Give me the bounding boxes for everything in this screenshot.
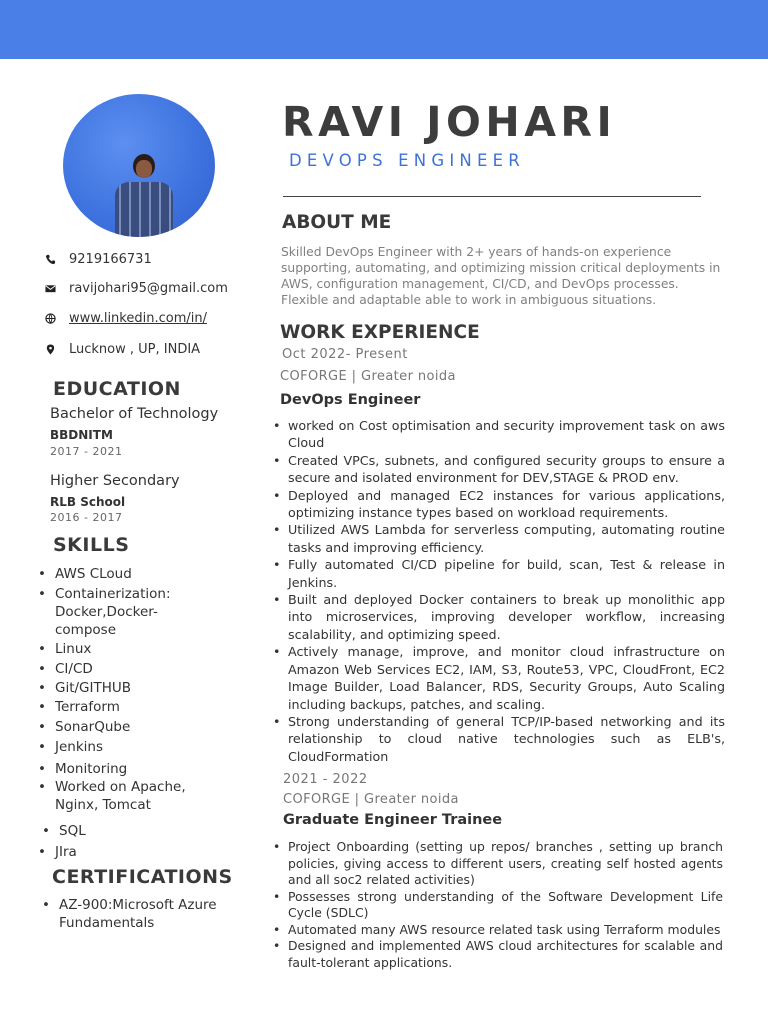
skill-item: • Git/GITHUB xyxy=(38,679,131,697)
job-bullet: • Created VPCs, subnets, and configured security groups to ensure a secure and isolated environment for DEV,STAGE & PROD env. xyxy=(273,452,725,487)
job-bullets xyxy=(273,417,725,765)
skill-item: • CI/CD xyxy=(38,660,93,678)
job-title: DevOps Engineer xyxy=(280,392,421,408)
job-bullet: • Strong understanding of general TCP/IP-based networking and its relationship to cloud native technologies such as ELB's, CloudFormation xyxy=(273,713,725,765)
skill-item: • Linux xyxy=(38,640,91,658)
globe-icon xyxy=(44,313,56,325)
education-years: 2017 - 2021 xyxy=(50,445,123,458)
job-title: Graduate Engineer Trainee xyxy=(283,812,503,828)
contact-phone xyxy=(44,252,152,267)
about-text: Skilled DevOps Engineer with 2+ years of hands-on experience supporting, automating, and optimizing mission critical deployments in AWS, configuration management, CI/CD, and DevOps processes. Flexible and adaptable able to work in ambiguous situations. xyxy=(281,245,721,307)
education-degree: Higher Secondary xyxy=(50,473,180,489)
job-bullet: • Possesses strong understanding of the Software Development Life Cycle (SDLC) xyxy=(273,889,723,922)
skills-heading: SKILLS xyxy=(53,534,130,556)
certification-item: • AZ-900:Microsoft Azure Fundamentals xyxy=(42,896,232,932)
job-bullet: • Automated many AWS resource related task using Terraform modules xyxy=(273,922,723,939)
skill-item: • Worked on Apache, Nginx, Tomcat xyxy=(38,778,208,814)
skill-item: • SonarQube xyxy=(38,718,130,736)
about-heading: ABOUT ME xyxy=(282,212,392,233)
job-bullet: • Designed and implemented AWS cloud architectures for scalable and fault-tolerant applications. xyxy=(273,938,723,971)
education-school: BBDNITM xyxy=(50,428,113,442)
job-bullets xyxy=(273,839,723,971)
job-bullet: • Actively manage, improve, and monitor cloud infrastructure on Amazon Web Services EC2, IAM, S3, Route53, VPC, CloudFront, EC2 Image Builder, Load Balancer, RDS, Security Groups, Auto Scaling including backups, patches, and scaling. xyxy=(273,643,725,713)
skill-item: • Containerization: Docker,Docker-compose xyxy=(38,585,178,639)
skill-item: • AWS CLoud xyxy=(38,565,132,583)
job-bullet: • Fully automated CI/CD pipeline for build, scan, Test & release in Jenkins. xyxy=(273,556,725,591)
skill-item: • Monitoring xyxy=(38,760,127,778)
header-divider xyxy=(283,196,701,197)
job-company: COFORGE | Greater noida xyxy=(280,369,456,384)
location-text: Lucknow , UP, INDIA xyxy=(69,342,201,357)
education-years: 2016 - 2017 xyxy=(50,511,123,524)
job-dates: 2021 - 2022 xyxy=(283,772,368,787)
contact-location xyxy=(44,342,200,357)
contact-email xyxy=(44,281,228,296)
skill-item: • JIra xyxy=(38,843,77,861)
job-bullet: • Deployed and managed EC2 instances for various applications, optimizing instance types based on workload requirements. xyxy=(273,487,725,522)
profile-photo xyxy=(63,94,215,237)
education-degree: Bachelor of Technology xyxy=(50,406,219,422)
linkedin-link[interactable]: www.linkedin.com/in/ xyxy=(69,311,207,326)
education-school: RLB School xyxy=(50,495,126,509)
photo-figure-body xyxy=(115,182,173,237)
job-bullet: • worked on Cost optimisation and security improvement task on aws Cloud xyxy=(273,417,725,452)
job-company: COFORGE | Greater noida xyxy=(283,792,459,807)
experience-heading: WORK EXPERIENCE xyxy=(280,322,480,343)
skill-item: • Terraform xyxy=(38,698,120,716)
candidate-name: RAVI JOHARI xyxy=(282,98,617,146)
mail-icon xyxy=(44,283,56,295)
phone-text: 9219166731 xyxy=(69,252,152,267)
header-banner xyxy=(0,0,768,59)
job-bullet: • Built and deployed Docker containers to break up monolithic app into microservices, improving developer workflow, increasing scalability, and optimizing speed. xyxy=(273,591,725,643)
certifications-heading: CERTIFICATIONS xyxy=(52,866,233,888)
email-link[interactable]: ravijohari95@gmail.com xyxy=(69,281,228,296)
location-pin-icon xyxy=(44,344,56,356)
skill-item: • Jenkins xyxy=(38,738,103,756)
phone-icon xyxy=(44,254,56,266)
job-dates: Oct 2022- Present xyxy=(282,347,408,362)
photo-figure-face xyxy=(136,160,152,178)
contact-linkedin xyxy=(44,311,207,326)
candidate-role: DEVOPS ENGINEER xyxy=(289,151,525,170)
job-bullet: • Utilized AWS Lambda for serverless computing, automating routine tasks and improving efficiency. xyxy=(273,521,725,556)
education-heading: EDUCATION xyxy=(53,378,181,400)
skill-item: • SQL xyxy=(42,822,86,840)
job-bullet: • Project Onboarding (setting up repos/ branches , setting up branch policies, giving access to different users, creating self hosted agents and all soc2 related activities) xyxy=(273,839,723,889)
